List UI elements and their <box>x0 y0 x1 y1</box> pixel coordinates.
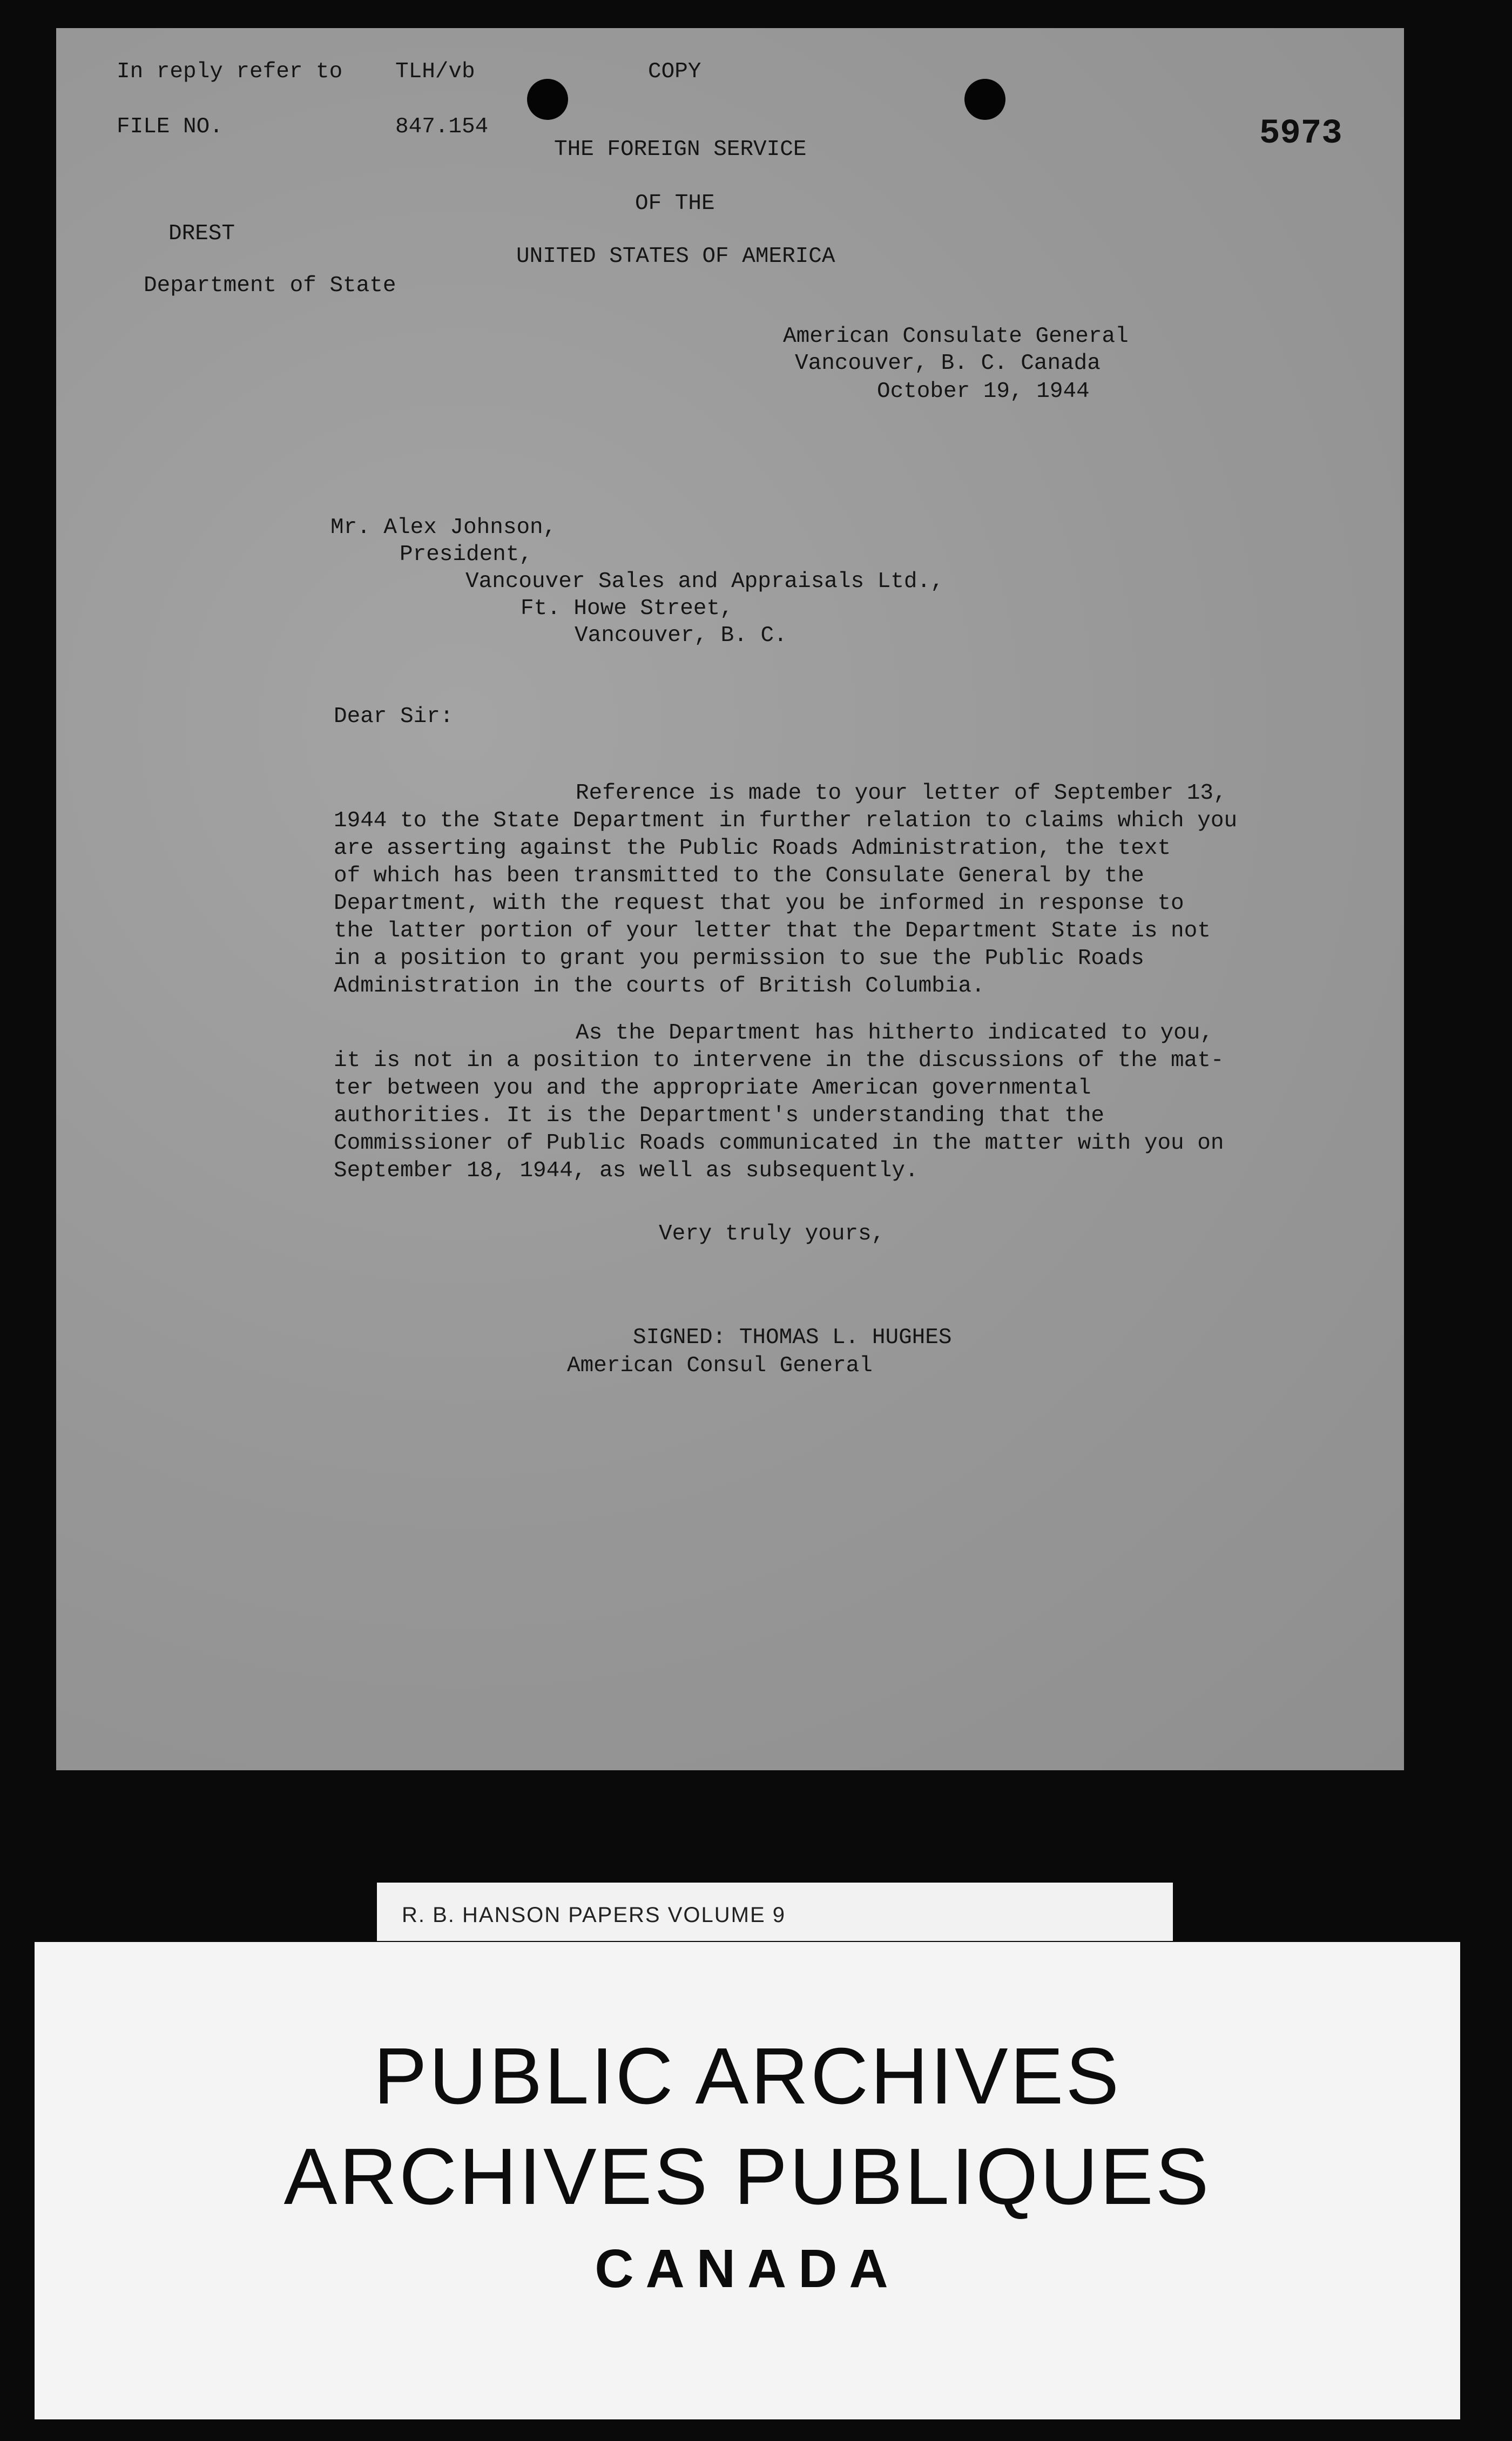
punch-hole-right <box>964 79 1005 120</box>
body-paragraph-1 <box>334 780 1237 1000</box>
reply-refer-label: In reply refer to <box>117 59 343 84</box>
closing: Very truly yours, <box>659 1222 885 1246</box>
org-line-1: THE FOREIGN SERVICE <box>554 137 807 162</box>
letter-date: October 19, 1944 <box>877 379 1090 404</box>
letter-page <box>56 28 1404 1770</box>
body-paragraph-2 <box>334 1020 1224 1185</box>
punch-hole-left <box>527 79 568 120</box>
paragraph-2-line: authorities. It is the Department's understanding that the <box>334 1103 1105 1128</box>
paragraph-2-line: As the Department has hitherto indicated to you, <box>576 1021 1213 1046</box>
recipient-street: Ft. Howe Street, <box>521 596 733 621</box>
signature-title: American Consul General <box>567 1353 873 1378</box>
salutation: Dear Sir: <box>334 704 454 729</box>
paragraph-1-line: 1944 to the State Department in further relation to claims which you <box>334 808 1238 833</box>
paragraph-1-line: of which has been transmitted to the Consulate General by the <box>334 864 1144 888</box>
reply-code: TLH/vb <box>395 59 475 84</box>
drest-label: DREST <box>168 221 235 246</box>
recipient-company: Vancouver Sales and Appraisals Ltd., <box>465 569 944 594</box>
paragraph-2-line: it is not in a position to intervene in the discussions of the mat- <box>334 1048 1224 1073</box>
document-number: 5973 <box>1259 114 1342 153</box>
paragraph-1-line: in a position to grant you permission to sue the Public Roads <box>334 946 1144 971</box>
org-line-2: OF THE <box>635 191 715 216</box>
sender-line-2: Vancouver, B. C. Canada <box>795 351 1101 376</box>
archive-line-1: PUBLIC ARCHIVES <box>373 2032 1122 2121</box>
archive-card <box>35 1942 1460 2419</box>
recipient-title: President, <box>400 542 533 567</box>
paragraph-1-line: Reference is made to your letter of September 13, <box>576 781 1227 806</box>
file-number-label: FILE NO. <box>117 114 223 139</box>
paragraph-1-line: Department, with the request that you be informed in response to <box>334 891 1184 916</box>
paragraph-2-line: September 18, 1944, as well as subsequently. <box>334 1158 919 1183</box>
volume-label-strip <box>377 1883 1173 1941</box>
copy-label: COPY <box>648 59 701 84</box>
department-label: Department of State <box>144 273 396 298</box>
archive-line-2: ARCHIVES PUBLIQUES <box>284 2132 1211 2221</box>
org-line-3: UNITED STATES OF AMERICA <box>516 244 835 269</box>
sender-line-1: American Consulate General <box>783 324 1129 349</box>
archive-line-3: CANADA <box>595 2238 900 2299</box>
paragraph-1-line: are asserting against the Public Roads Administration, the text <box>334 836 1171 861</box>
file-number: 847.154 <box>395 114 489 139</box>
recipient-city: Vancouver, B. C. <box>575 623 787 648</box>
paragraph-1-line: Administration in the courts of British Columbia. <box>334 974 985 999</box>
paragraph-2-line: Commissioner of Public Roads communicated in the matter with you on <box>334 1131 1224 1156</box>
signature-signed: SIGNED: THOMAS L. HUGHES <box>633 1325 952 1350</box>
paragraph-2-line: ter between you and the appropriate American governmental <box>334 1076 1091 1101</box>
paragraph-1-line: the latter portion of your letter that the Department State is not <box>334 919 1211 943</box>
recipient-name: Mr. Alex Johnson, <box>330 515 557 540</box>
volume-label: R. B. HANSON PAPERS VOLUME 9 <box>402 1903 786 1927</box>
